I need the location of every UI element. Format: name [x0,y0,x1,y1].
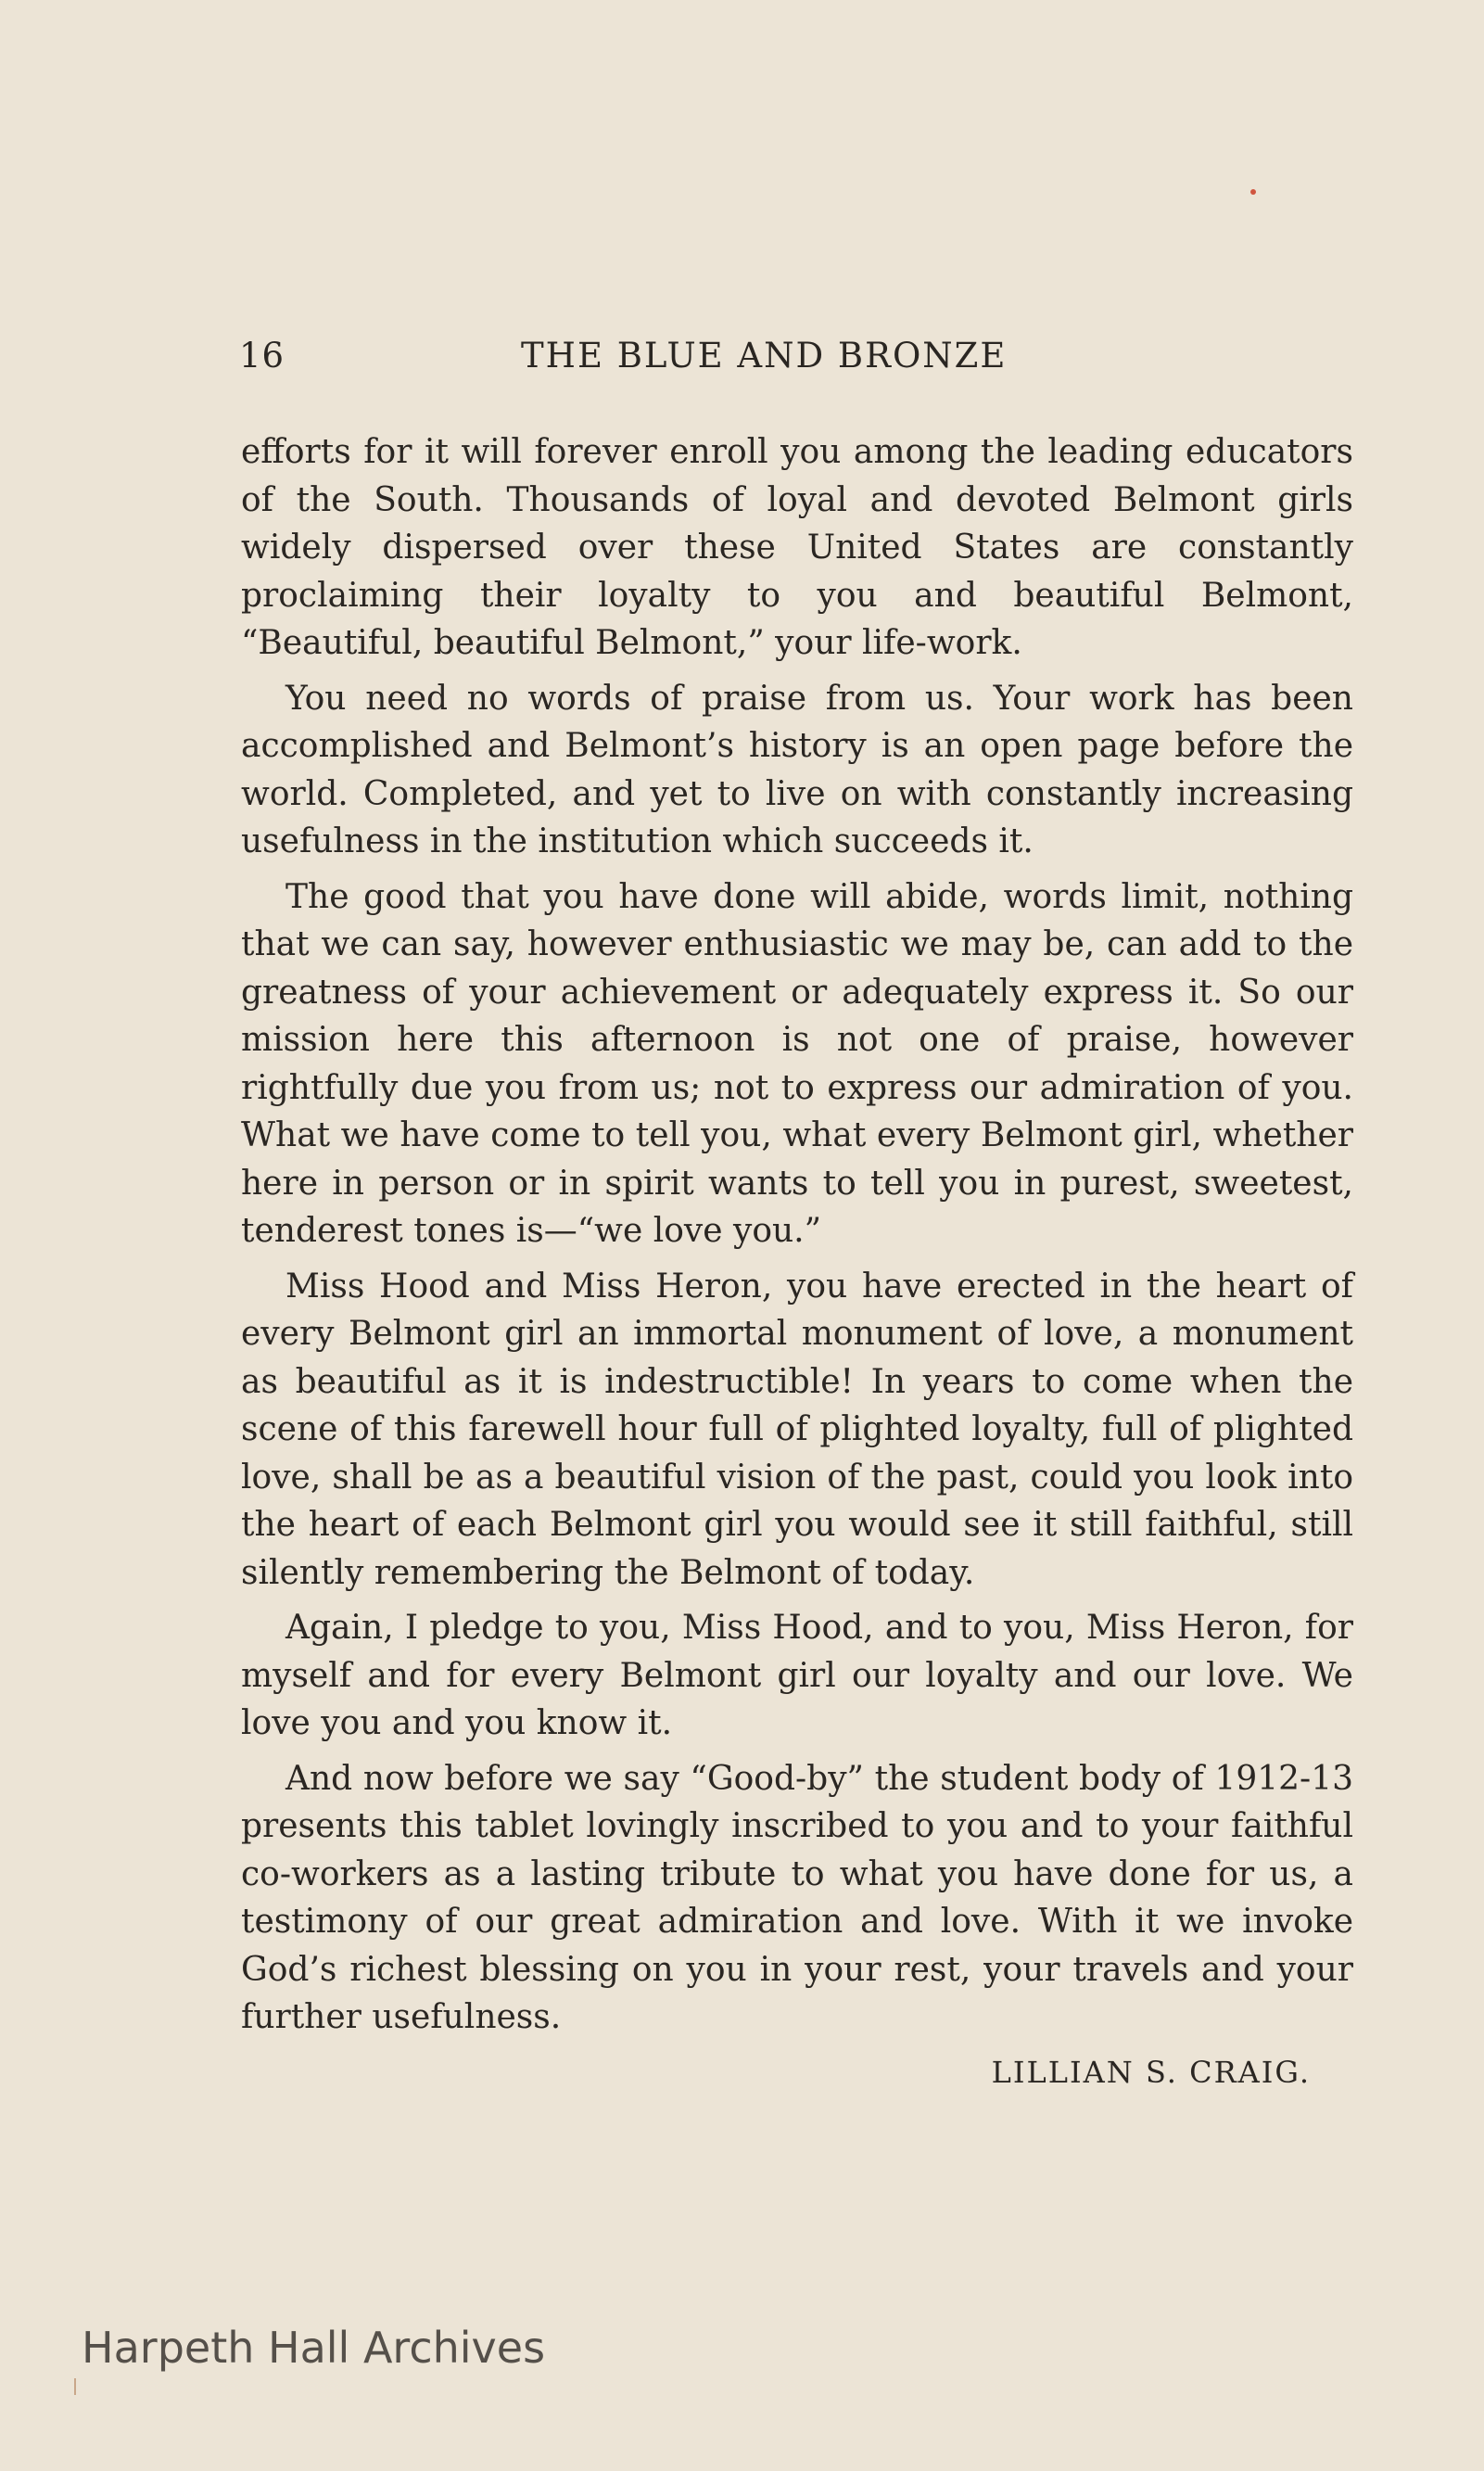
author-signature: LILLIAN S. CRAIG. [991,2054,1311,2090]
paragraph-4: Miss Hood and Miss Heron, you have erected in the heart of every Belmont girl an immortal monument of love, a monument as beautiful as it is indestructible! In years to come when the scene of this farewell hour full of plighted loyalty, full of plighted love, shall be as a beautiful vision of the past, could you look into the heart of each Belmont girl you would see it still faithful, still silently remembering the Belmont of today. [241,1267,1353,1592]
paragraph-3: The good that you have done will abide, words limit, nothing that we can say, however enthusiastic we may be, can add to the greatness of your achievement or adequately express it. So our mission here this afternoon is not one of praise, however rightfully due you from us; not to express our admiration of you. What we have come to tell you, what every Belmont girl, whether here in person or in spirit wants to tell you in purest, sweetest, tenderest tones is—“we love you.” [241,877,1353,1250]
paragraph-5: Again, I pledge to you, Miss Hood, and to you, Miss Heron, for myself and for every Belmont girl our loyalty and our love. We love you and you know it. [241,1609,1353,1742]
article-body [241,428,1353,2096]
page-header [239,336,1359,391]
paper-speck [1250,189,1256,195]
paragraph-6: And now before we say “Good-by” the student body of 1912-13 presents this tablet lovingly inscribed to you and to your faithful co-workers as a lasting tribute to what you have done for us, a testimony of our great admiration and love. With it we invoke God’s richest blessing on you in your rest, your travels and your further usefulness. [241,1759,1353,2036]
paragraph-2: You need no words of praise from us. Your work has been accomplished and Belmont’s history is an open page before the world. Completed, and yet to live on with constantly increasing usefulness in the institution which succeeds it. [241,679,1353,860]
margin-mark [74,2378,76,2395]
running-title: THE BLUE AND BRONZE [521,336,1008,376]
paragraph-1: efforts for it will forever enroll you among the leading educators of the South. Thousands of loyal and devoted Belmont girls widely dispersed over these United States are constantly proclaiming their loyalty to you and beautiful Belmont, “Beautiful, beautiful Belmont,” your life-work. [241,433,1353,662]
page-number: 16 [239,336,285,376]
archive-watermark: Harpeth Hall Archives [82,2323,546,2373]
